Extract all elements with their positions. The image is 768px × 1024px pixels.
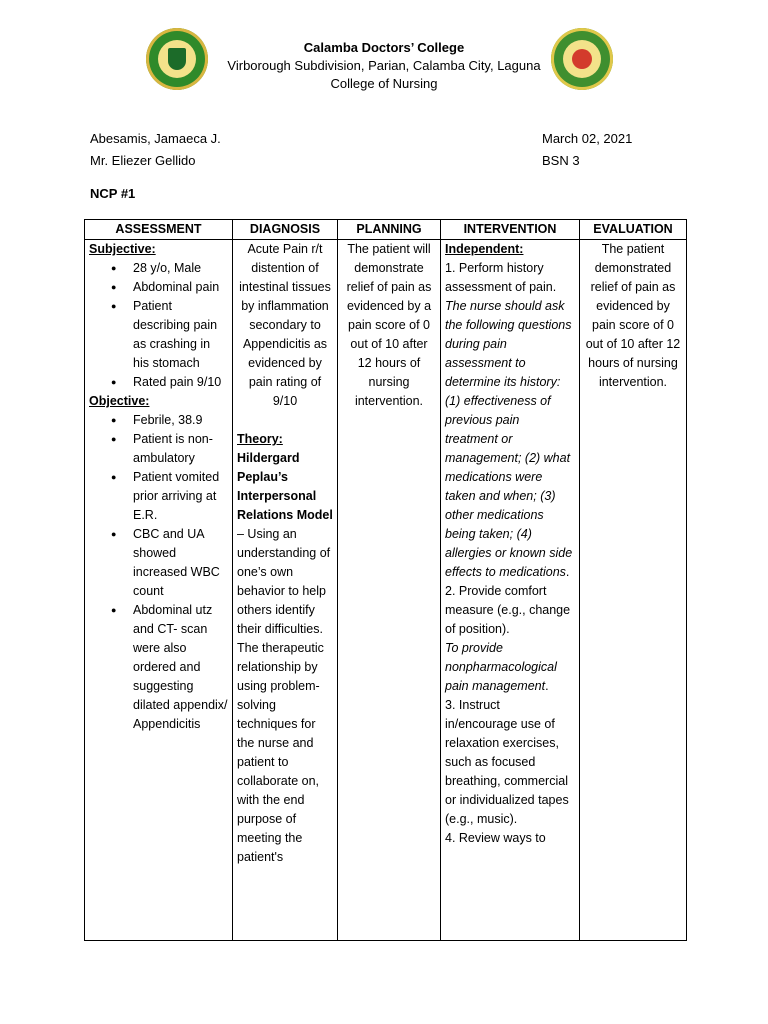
ncp-table bbox=[84, 219, 687, 941]
intervention-cell: Independent: 1. Perform history assessment of pain. The nurse should ask the following questions during pain assessment to determine its history: (1) effectiveness of previous pain treatment or management; (2) what medications were taken and when; (3) other medications being taken; (4) allergies or known side effects to medications. 2. Provide comfort measure (e.g., change of position). To provide nonpharmacological pain management. 3. Instruct in/encourage use of relaxation exercises, such as focused breathing, commercial or individualized tapes (e.g., music). 4. Review ways to bbox=[441, 240, 580, 941]
list-item: ● Patient vomited prior arriving at E.R. bbox=[111, 468, 228, 525]
assessment-cell bbox=[85, 240, 233, 941]
list-item: ● Abdominal pain bbox=[111, 278, 228, 297]
theory-title: Theory: bbox=[237, 432, 283, 446]
intervention-2-rationale: To provide nonpharmacological pain management bbox=[445, 641, 557, 693]
planning-cell bbox=[338, 240, 441, 941]
intervention-4: 4. Review ways to bbox=[445, 831, 546, 845]
college-address: Virborough Subdivision, Parian, Calamba City, Laguna bbox=[227, 58, 541, 73]
college-name: Calamba Doctors’ College bbox=[303, 40, 465, 55]
header-diagnosis: DIAGNOSIS bbox=[233, 220, 338, 240]
document-date: March 02, 2021 bbox=[542, 131, 633, 146]
instructor-name: Mr. Eliezer Gellido bbox=[90, 153, 196, 168]
intervention-2: 2. Provide comfort measure (e.g., change of position). bbox=[445, 584, 571, 636]
theory-text: – Using an understanding of one’s own behavior to help others identify their difficulties. The therapeutic relationship by using problem-solving techniques for the nurse and patient to collaborate on, with the end purpose of meeting the patient's bbox=[237, 527, 331, 864]
table-row bbox=[85, 240, 687, 941]
college-seal-left-icon bbox=[146, 28, 208, 90]
evaluation-text: The patient demonstrated relief of pain as evidenced by pain score of 0 out of 10 after 12 hours of nursing intervention. bbox=[585, 242, 681, 389]
subjective-title: Subjective: bbox=[89, 242, 156, 256]
objective-list bbox=[89, 411, 228, 734]
header-intervention: INTERVENTION bbox=[441, 220, 580, 240]
table-header-row bbox=[85, 220, 687, 240]
theory-description bbox=[237, 449, 333, 867]
list-item: ● Patient describing pain as crashing in his stomach bbox=[111, 297, 228, 373]
department-name: College of Nursing bbox=[330, 76, 438, 91]
list-item: ● Febrile, 38.9 bbox=[111, 411, 228, 430]
theory-name: Hildergard Peplau’s Interpersonal Relations Model bbox=[237, 451, 333, 522]
header-assessment: ASSESSMENT bbox=[85, 220, 233, 240]
student-name: Abesamis, Jamaeca J. bbox=[90, 131, 221, 146]
diagnosis-cell bbox=[233, 240, 338, 941]
intervention-1-rationale: The nurse should ask the following questions during pain assessment to determine its history: (1) effectiveness of previous pain treatment or management; (2) what medications were taken and when; (3) other medications being taken; (4) allergies or known side effects to medications bbox=[445, 299, 573, 579]
header-evaluation: EVALUATION bbox=[580, 220, 687, 240]
evaluation-cell bbox=[580, 240, 687, 941]
intervention-1: 1. Perform history assessment of pain. bbox=[445, 261, 557, 294]
subjective-list bbox=[89, 259, 228, 392]
list-item: ● Patient is non-ambulatory bbox=[111, 430, 228, 468]
list-item: ● Abdominal utz and CT- scan were also ordered and suggesting dilated appendix/ Appendicitis bbox=[111, 601, 228, 734]
intervention-3: 3. Instruct in/encourage use of relaxation exercises, such as focused breathing, commercial or individualized tapes (e.g., music). bbox=[445, 698, 569, 826]
list-item: ● 28 y/o, Male bbox=[111, 259, 228, 278]
diagnosis-statement: Acute Pain r/t distention of intestinal tissues by inflammation secondary to Appendicitis as evidenced by pain rating of 9/10 bbox=[239, 242, 331, 408]
list-item: ● Rated pain 9/10 bbox=[111, 373, 228, 392]
ncp-title: NCP #1 bbox=[90, 186, 136, 201]
planning-text: The patient will demonstrate relief of pain as evidenced by a pain score of 0 out of 10 after 12 hours of nursing intervention. bbox=[346, 242, 432, 408]
independent-title: Independent: bbox=[445, 242, 524, 256]
list-item: ● CBC and UA showed increased WBC count bbox=[111, 525, 228, 601]
section-label: BSN 3 bbox=[542, 153, 580, 168]
objective-title: Objective: bbox=[89, 394, 150, 408]
header-planning: PLANNING bbox=[338, 220, 441, 240]
